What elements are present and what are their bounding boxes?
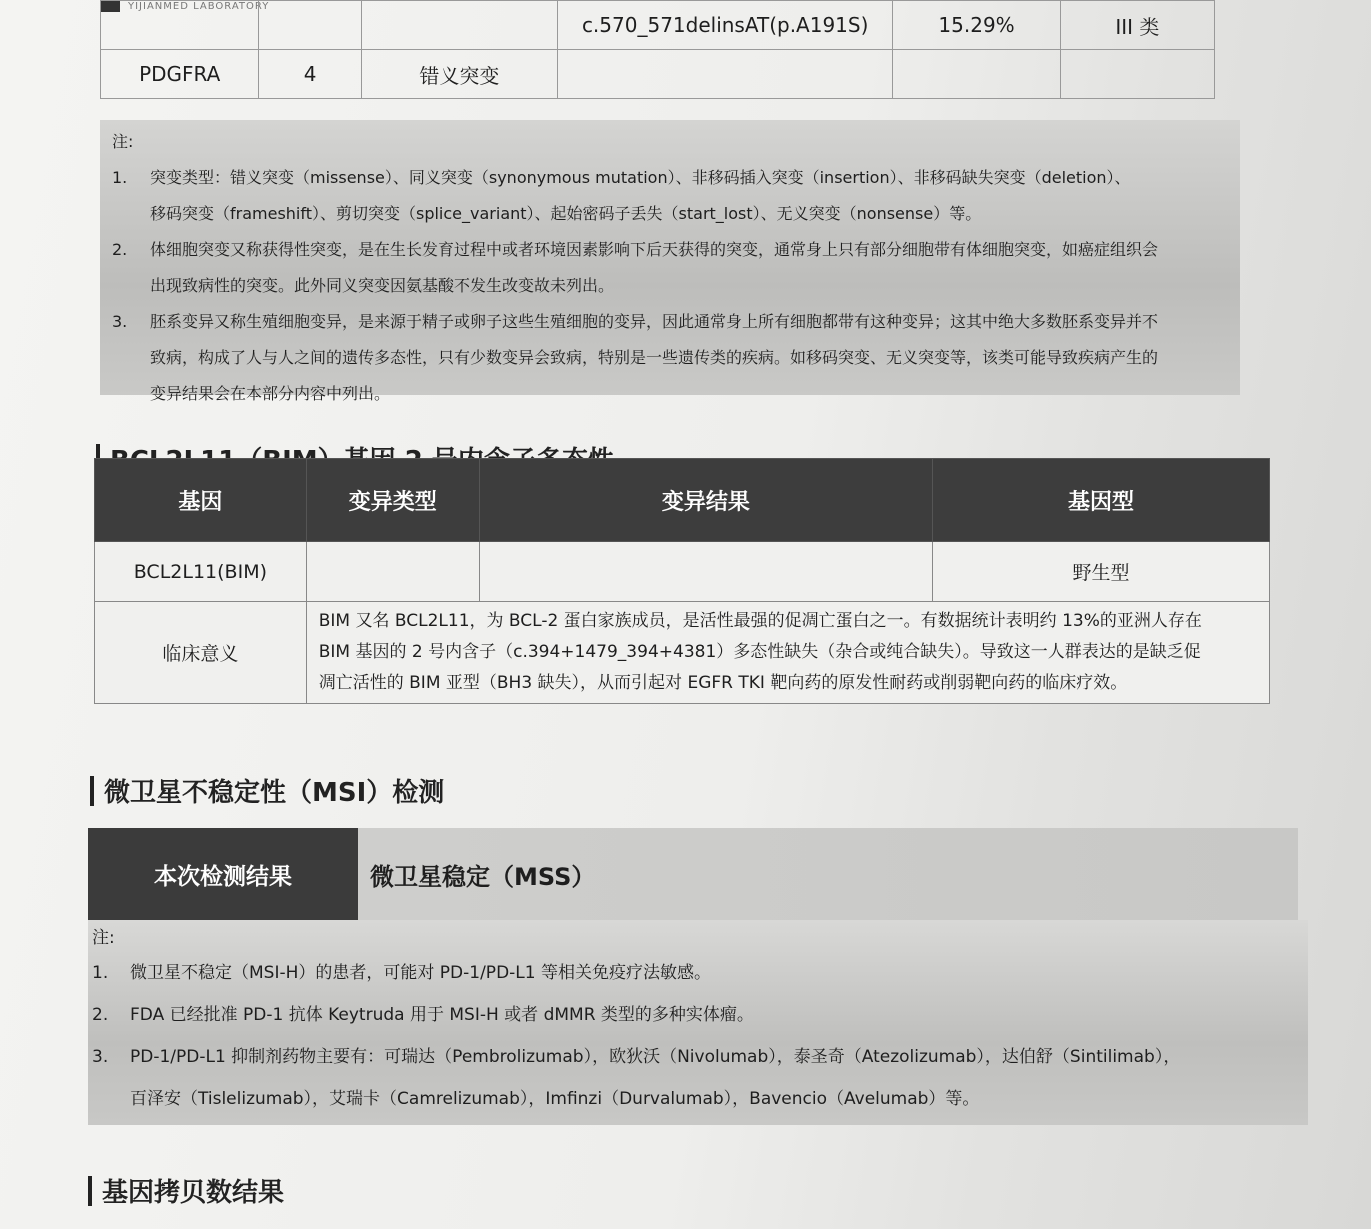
title-bar	[88, 1176, 92, 1206]
note-line: 体细胞突变又称获得性突变，是在生长发育过程中或者环境因素影响下后天获得的突变，通常身上只有部分细胞带有体细胞突变，如癌症组织会	[150, 240, 1159, 259]
note-item	[112, 232, 1228, 304]
note-number: 3.	[112, 312, 128, 331]
cnv-section-title	[88, 1172, 284, 1209]
note-line: 胚系变异又称生殖细胞变异，是来源于精子或卵子这些生殖细胞的变异，因此通常身上所有细胞都带有这种变异；这其中绝大多数胚系变异并不	[150, 312, 1159, 331]
bim-genotype-cell: 野生型	[933, 542, 1270, 602]
msi-section-title	[90, 772, 444, 809]
table-cell	[557, 50, 892, 99]
title-bar	[90, 776, 94, 806]
msi-notes	[88, 920, 1308, 1125]
note-line: 移码突变（frameshift）、剪切突变（splice_variant）、起始密码子丢失（start_lost）、无义突变（nonsense）等。	[150, 204, 982, 223]
gene-cell: PDGFRA	[101, 50, 259, 99]
bim-gene-cell: BCL2L11(BIM)	[95, 542, 307, 602]
note-line: FDA 已经批准 PD-1 抗体 Keytruda 用于 MSI-H 或者 dMMR 类型的多种实体瘤。	[130, 1005, 754, 1025]
note-number: 1.	[92, 963, 109, 983]
note-item	[112, 160, 1228, 232]
note-line: 微卫星不稳定（MSI-H）的患者，可能对 PD-1/PD-L1 等相关免疫疗法敏感。	[130, 963, 711, 983]
table-cell	[259, 1, 361, 50]
class-cell: III 类	[1060, 1, 1214, 50]
table-cell	[361, 1, 557, 50]
frequency-cell: 15.29%	[893, 1, 1060, 50]
bim-type-cell	[306, 542, 479, 602]
msi-result-value: 微卫星稳定（MSS）	[370, 862, 596, 891]
table-cell	[893, 50, 1060, 99]
note-item	[112, 304, 1228, 412]
significance-cell	[306, 602, 1269, 704]
table-row	[101, 1, 1215, 50]
note-number: 3.	[92, 1047, 109, 1067]
note-number: 2.	[92, 1005, 109, 1025]
note-item	[92, 994, 1308, 1036]
bim-table	[94, 458, 1270, 704]
brand-text: YIJIANMED LABORATORY	[128, 1, 270, 12]
note-item	[92, 952, 1308, 994]
result-cell: c.570_571delinsAT(p.A191S)	[557, 1, 892, 50]
type-cell: 错义突变	[361, 50, 557, 99]
note-number: 1.	[112, 168, 128, 187]
notes-label: 注:	[92, 928, 115, 948]
exon-cell: 4	[259, 50, 361, 99]
table-header-row	[95, 459, 1270, 542]
significance-label-cell: 临床意义	[95, 602, 307, 704]
header-type: 变异类型	[306, 459, 479, 542]
table-row	[95, 602, 1270, 704]
note-line: PD-1/PD-L1 抑制剂药物主要有：可瑞达（Pembrolizumab），欧狄沃（Nivolumab），泰圣奇（Atezolizumab），达伯舒（Sintilimab），	[130, 1047, 1181, 1067]
header-result: 变异结果	[479, 459, 932, 542]
section-title-text: 基因拷贝数结果	[102, 1178, 285, 1208]
mutation-table	[100, 0, 1215, 99]
header-genotype: 基因型	[933, 459, 1270, 542]
table-cell	[1060, 50, 1214, 99]
note-line: 变异结果会在本部分内容中列出。	[150, 384, 391, 403]
notes-label: 注:	[112, 132, 134, 151]
note-item	[92, 1036, 1308, 1078]
note-line: 百泽安（Tislelizumab），艾瑞卡（Camrelizumab），Imfinzi（Durvalumab），Bavencio（Avelumab）等。	[130, 1089, 980, 1109]
note-line: 突变类型：错义突变（missense）、同义突变（synonymous mutation）、非移码插入突变（insertion）、非移码缺失突变（deletion）、	[150, 168, 1131, 187]
table-row	[95, 542, 1270, 602]
significance-line: BIM 又名 BCL2L11，为 BCL-2 蛋白家族成员，是活性最强的促凋亡蛋白之一。有数据统计表明约 13%的亚洲人存在	[318, 611, 1202, 631]
msi-result-label: 本次检测结果	[88, 828, 358, 920]
note-number: 2.	[112, 240, 128, 259]
significance-line: 凋亡活性的 BIM 亚型（BH3 缺失），从而引起对 EGFR TKI 靶向药的原发性耐药或削弱靶向药的临床疗效。	[318, 673, 1128, 693]
mutation-notes	[100, 120, 1240, 403]
section-title-text: 微卫星不稳定性（MSI）检测	[104, 778, 445, 808]
note-line: 出现致病性的突变。此外同义突变因氨基酸不发生改变故未列出。	[150, 276, 615, 295]
significance-line: BIM 基因的 2 号内含子（c.394+1479_394+4381）多态性缺失（杂合或纯合缺失）。导致这一人群表达的是缺乏促	[318, 642, 1201, 662]
msi-result-box	[88, 828, 1298, 920]
table-cell	[101, 1, 259, 50]
bim-result-cell	[479, 542, 932, 602]
table-row	[101, 50, 1215, 99]
header-gene: 基因	[95, 459, 307, 542]
note-line: 致病，构成了人与人之间的遗传多态性，只有少数变异会致病，特别是一些遗传类的疾病。如移码突变、无义突变等，该类可能导致疾病产生的	[150, 348, 1159, 367]
